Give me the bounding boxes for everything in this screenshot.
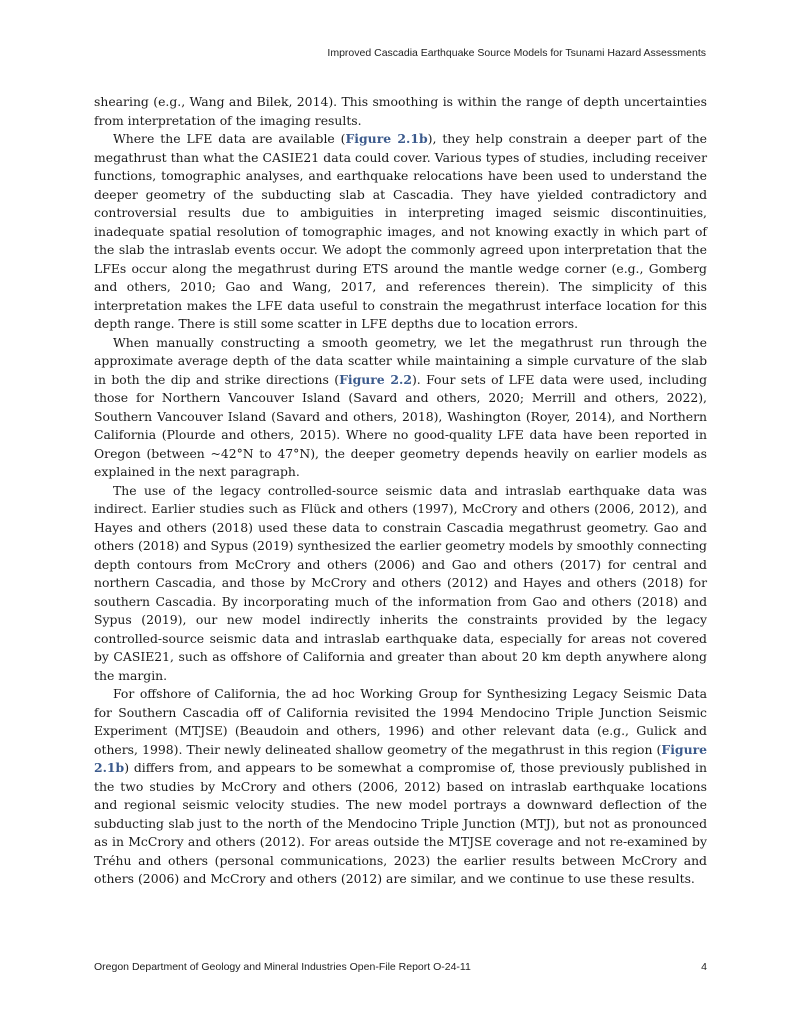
paragraph-3-text-a: When manually constructing a smooth geometry, we let the megathrust run through the approximate average depth of the data scatter while maintaining a simple curvature of the slab in both the dip and strike directions ( [94, 334, 707, 387]
paragraph-3 [94, 334, 707, 482]
figure-2-1b-link-2[interactable]: Figure 2.1b [94, 741, 707, 775]
paragraph-2-text-b: ), they help constrain a deeper part of the megathrust than what the CASIE21 data could cover. Various types of studies, including receiver functions, tomographic analyses, and earthquake relocations have been used to understand the deeper geometry of the subducting slab at Cascadia. They have yielded contradictory and controversial results due to ambiguities in interpreting imaged seismic discontinuities, inadequate spatial resolution of tomographic images, and not knowing exactly in which part of the slab the intraslab events occur. We adopt the commonly agreed upon interpretation that the LFEs occur along the megathrust during ETS around the mantle wedge corner (e.g., Gomberg and others, 2010; Gao and Wang, 2017, and references therein). The simplicity of this interpretation makes the LFE data useful to constrain the megathrust interface location for this depth range. There is still some scatter in LFE depths due to location errors. [94, 131, 708, 331]
figure-2-1b-link[interactable]: Figure 2.1b [345, 131, 428, 146]
body-text [94, 93, 707, 889]
paragraph-4: The use of the legacy controlled-source seismic data and intraslab earthquake data was indirect. Earlier studies such as Flück and others (1997), McCrory and others (2006, 2012), and Hayes and others (2018) used these data to constrain Cascadia megathrust geometry. Gao and others (2018) and Sypus (2019) synthesized the earlier geometry models by smoothly connecting depth contours from McCrory and others (2006) and Gao and others (2017) for central and northern Cascadia, and those by McCrory and others (2012) and Hayes and others (2018) for southern Cascadia. By incorporating much of the information from Gao and others (2018) and Sypus (2019), our new model indirectly inherits the constraints provided by the legacy controlled-source seismic data and intraslab earthquake data, especially for areas not covered by CASIE21, such as offshore of California and greater than about 20 km depth anywhere along the margin. [94, 482, 707, 683]
paragraph-3-text-b: ). Four sets of LFE data were used, including those for Northern Vancouver Island (Savard and others, 2020; Merrill and others, 2022), Southern Vancouver Island (Savard and others, 2018), Washington (Royer, 2014), and Northern California (Plourde and others, 2015). Where no good-quality LFE data have been reported in Oregon (between ~42°N to 47°N), the deeper geometry depends heavily on earlier models as explained in the next paragraph. [94, 371, 708, 479]
paragraph-5-text-a: For offshore of California, the ad hoc Working Group for Synthesizing Legacy Seismic Data for Southern Cascadia off of California revisited the 1994 Mendocino Triple Junction Seismic Experiment (MTJSE) (Beaudoin and others, 1996) and other relevant data (e.g., Gulick and others, 1998). Their newly delineated shallow geometry of the megathrust in this region ( [94, 686, 707, 757]
paragraph-2 [94, 130, 707, 334]
page-footer [94, 961, 707, 973]
figure-2-2-link[interactable]: Figure 2.2 [339, 371, 412, 387]
footer-report-title: Oregon Department of Geology and Mineral Industries Open-File Report O-24-11 [94, 961, 471, 973]
paragraph-1: shearing (e.g., Wang and Bilek, 2014). This smoothing is within the range of depth uncertainties from interpretation of the imaging results. [94, 94, 707, 128]
paragraph-5-text-b: ) differs from, and appears to be somewhat a compromise of, those previously published in the two studies by McCrory and others (2006, 2012) based on intraslab earthquake locations and regional seismic velocity studies. The new model portrays a downward deflection of the subducting slab just to the north of the Mendocino Triple Junction (MTJ), but not as pronounced as in McCrory and others (2012). For areas outside the MTJSE coverage and not re-examined by Tréhu and others (personal communications, 2023) the earlier results between McCrory and others (2006) and McCrory and others (2012) are similar, and we continue to use these results. [94, 760, 707, 886]
page-number: 4 [701, 961, 707, 973]
paragraph-2-text-a: Where the LFE data are available ( [113, 131, 346, 146]
paragraph-5 [94, 685, 707, 889]
running-header: Improved Cascadia Earthquake Source Models for Tsunami Hazard Assessments [327, 47, 706, 59]
